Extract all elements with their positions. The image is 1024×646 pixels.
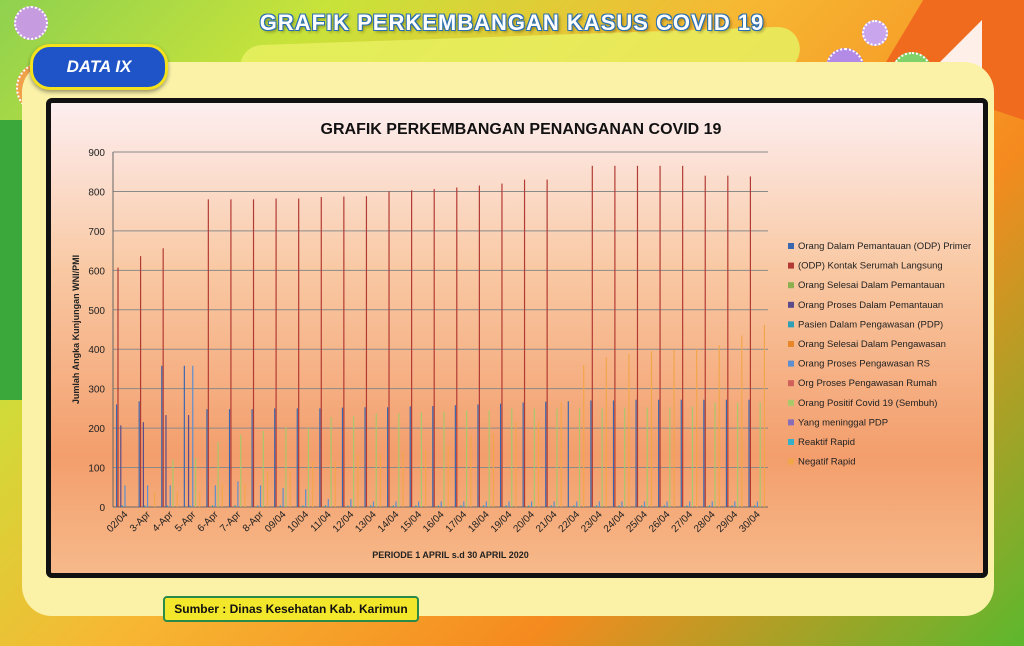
bar — [347, 505, 348, 507]
bar — [147, 485, 148, 507]
bar — [523, 402, 524, 507]
legend-swatch — [788, 321, 794, 327]
bar — [606, 357, 607, 507]
bar — [614, 166, 615, 507]
bar — [252, 409, 253, 507]
legend-label: Reaktif Rapid — [798, 437, 856, 448]
bar — [276, 199, 277, 507]
bar — [218, 442, 219, 507]
bar — [641, 505, 642, 507]
bar — [308, 428, 309, 507]
bar — [506, 505, 507, 507]
bar — [651, 351, 652, 507]
bar — [682, 166, 683, 507]
bar — [441, 501, 442, 507]
x-tick-label: 23/04 — [579, 509, 605, 535]
bar — [477, 404, 478, 507]
bar — [195, 458, 196, 507]
bar — [297, 408, 298, 507]
bar — [592, 166, 593, 507]
bar — [719, 345, 720, 507]
x-tick-label: 8-Apr — [240, 509, 266, 535]
y-tick-label: 400 — [88, 345, 105, 357]
x-tick-label: 30/04 — [737, 509, 763, 535]
bar — [466, 410, 467, 507]
chart-svg — [51, 103, 983, 573]
bar — [373, 501, 374, 507]
bar — [489, 410, 490, 507]
x-tick-label: 15/04 — [398, 509, 425, 535]
bar — [686, 505, 687, 507]
bar — [438, 505, 439, 507]
x-tick-label: 16/04 — [421, 509, 447, 535]
x-tick-label: 10/04 — [285, 509, 312, 535]
bar — [573, 505, 574, 507]
bar — [628, 354, 629, 507]
bar — [545, 402, 546, 507]
bar — [596, 505, 597, 507]
bar — [508, 501, 509, 507]
x-tick-label: 18/04 — [466, 509, 492, 535]
x-tick-label: 21/04 — [534, 509, 560, 535]
legend-label: Orang Positif Covid 19 (Sembuh) — [798, 397, 938, 409]
x-tick-label: 7-Apr — [218, 509, 244, 535]
bar — [411, 190, 412, 507]
bar — [154, 491, 155, 507]
bar — [637, 166, 638, 507]
bar — [568, 401, 569, 507]
bar — [658, 400, 659, 507]
bar — [448, 446, 449, 507]
bar — [285, 427, 286, 507]
legend-label: Orang Proses Dalam Pemantauan — [798, 299, 944, 311]
x-tick-label: 19/04 — [488, 509, 515, 535]
bar — [613, 401, 614, 508]
bar — [393, 505, 394, 507]
bar — [283, 488, 284, 507]
bar — [561, 402, 562, 507]
bar — [120, 425, 121, 507]
x-tick-label: 02/04 — [104, 509, 131, 535]
bar — [199, 491, 200, 507]
x-axis-label: PERIODE 1 APRIL s.d 30 APRIL 2020 — [372, 550, 529, 560]
bar — [122, 505, 123, 507]
bar — [750, 176, 751, 507]
x-tick-label: 26/04 — [647, 509, 673, 535]
legend-swatch — [788, 459, 794, 465]
bar — [669, 408, 670, 507]
bar — [366, 196, 367, 507]
data-badge: DATA IX — [30, 44, 168, 90]
bar — [319, 408, 320, 507]
bar — [579, 408, 580, 507]
bar — [760, 402, 761, 507]
x-tick-label: 4-Apr — [150, 509, 176, 535]
x-tick-label: 28/04 — [692, 509, 718, 535]
bar — [184, 366, 185, 507]
bar — [167, 505, 168, 507]
bar — [222, 483, 223, 507]
bar — [712, 501, 713, 507]
bar — [274, 408, 275, 507]
bar — [143, 422, 144, 507]
bar — [666, 501, 667, 507]
y-tick-label: 500 — [88, 305, 105, 317]
x-tick-label: 20/04 — [511, 509, 537, 535]
bar — [357, 455, 358, 507]
bar — [425, 450, 426, 507]
bar — [280, 505, 281, 507]
bar — [748, 400, 749, 507]
bar — [460, 505, 461, 507]
bar — [267, 472, 268, 508]
bar — [501, 184, 502, 507]
bar — [554, 501, 555, 507]
bar — [172, 460, 173, 507]
bar — [370, 505, 371, 507]
x-tick-label: 24/04 — [601, 509, 628, 535]
legend-swatch — [788, 263, 794, 269]
bar — [456, 188, 457, 508]
bar — [325, 505, 326, 507]
bar — [486, 501, 487, 507]
bar — [343, 197, 344, 507]
x-tick-label: 11/04 — [308, 509, 334, 535]
legend-label: (ODP) Kontak Serumah Langsung — [798, 260, 943, 272]
bar — [388, 191, 389, 507]
bar — [380, 454, 381, 507]
bar — [208, 199, 209, 507]
legend-label: Org Proses Pengawasan Rumah — [798, 378, 937, 390]
bar — [534, 408, 535, 507]
legend-label: Yang meninggal PDP — [798, 417, 889, 429]
bar — [302, 505, 303, 507]
legend-label: Orang Proses Pengawasan RS — [798, 358, 931, 370]
x-tick-label: 6-Apr — [195, 509, 221, 535]
legend-swatch — [788, 282, 794, 288]
bar — [432, 406, 433, 507]
bar — [583, 365, 584, 507]
x-tick-label: 27/04 — [669, 509, 696, 535]
bar — [635, 400, 636, 507]
bar — [321, 197, 322, 507]
bar — [421, 412, 422, 507]
bar — [342, 408, 343, 507]
legend-swatch — [788, 419, 794, 425]
bar — [644, 501, 645, 507]
y-tick-label: 600 — [88, 266, 105, 278]
bar — [177, 491, 178, 507]
bar — [624, 408, 625, 507]
bar — [696, 349, 697, 507]
legend-label: Pasien Dalam Pengawasan (PDP) — [798, 319, 944, 331]
bar — [731, 505, 732, 507]
y-tick-label: 300 — [88, 384, 105, 396]
bar — [229, 409, 230, 507]
bar — [230, 199, 231, 507]
bar — [298, 199, 299, 507]
source-note: Sumber : Dinas Kesehatan Kab. Karimun — [163, 596, 419, 622]
bar — [524, 180, 525, 507]
bar — [364, 407, 365, 507]
bar — [619, 505, 620, 507]
legend-swatch — [788, 302, 794, 308]
bar — [455, 405, 456, 507]
bar — [244, 483, 245, 507]
page-title: GRAFIK PERKEMBANGAN KASUS COVID 19 — [259, 10, 765, 35]
bar — [531, 501, 532, 507]
bar — [538, 421, 539, 507]
bar — [754, 505, 755, 507]
bar — [737, 402, 738, 507]
legend-swatch — [788, 400, 794, 406]
bar — [260, 485, 261, 507]
bar — [659, 166, 660, 507]
bar — [395, 501, 396, 507]
bar — [212, 505, 213, 507]
legend-swatch — [788, 380, 794, 386]
legend-swatch — [788, 341, 794, 347]
bar — [140, 256, 141, 507]
bar — [434, 189, 435, 507]
bar — [551, 505, 552, 507]
bar — [116, 404, 117, 507]
bar — [189, 505, 190, 507]
bar — [602, 408, 603, 507]
bar — [312, 462, 313, 507]
bar — [418, 501, 419, 507]
bar — [493, 433, 494, 507]
x-tick-label: 5-Apr — [173, 509, 199, 535]
bar — [590, 401, 591, 508]
x-tick-label: 09/04 — [263, 509, 289, 535]
bar — [556, 408, 557, 507]
bar — [188, 415, 189, 507]
x-tick-label: 12/04 — [330, 509, 357, 535]
bar — [764, 325, 765, 507]
bar — [124, 485, 125, 507]
bar — [139, 401, 140, 507]
y-tick-label: 100 — [88, 463, 105, 475]
bar — [235, 505, 236, 507]
bar — [161, 366, 162, 507]
y-axis-label: Jumlah Angka Kunjungan WNI/PMI — [71, 254, 81, 405]
bar — [328, 499, 329, 507]
bar — [647, 408, 648, 507]
x-tick-label: 13/04 — [353, 509, 379, 535]
bar — [253, 199, 254, 507]
bar — [470, 435, 471, 507]
bar — [599, 501, 600, 507]
bar — [709, 505, 710, 507]
legend-label: Orang Dalam Pemantauan (ODP) Primer — [798, 241, 972, 252]
legend-swatch — [788, 439, 794, 445]
bar — [511, 408, 512, 507]
bar — [692, 406, 693, 507]
bar — [215, 485, 216, 507]
bar — [144, 505, 145, 507]
legend-swatch — [788, 361, 794, 367]
legend-label: Orang Selesai Dalam Pemantauan — [798, 280, 945, 292]
bar — [703, 400, 704, 507]
bar — [192, 366, 193, 507]
bar — [402, 452, 403, 507]
bar — [410, 406, 411, 507]
x-tick-label: 14/04 — [375, 509, 402, 535]
bar — [727, 176, 728, 507]
bar — [398, 413, 399, 507]
bar — [734, 501, 735, 507]
chart-title: GRAFIK PERKEMBANGAN PENANGANAN COVID 19 — [320, 121, 722, 138]
y-tick-label: 700 — [88, 226, 105, 238]
x-tick-label: 17/04 — [443, 509, 470, 535]
bar — [290, 470, 291, 507]
bar — [500, 404, 501, 507]
bar — [681, 400, 682, 507]
bar — [547, 180, 548, 507]
y-tick-label: 800 — [88, 187, 105, 199]
y-tick-label: 200 — [88, 424, 105, 436]
y-tick-label: 0 — [99, 503, 105, 514]
bar — [463, 501, 464, 507]
bar — [714, 402, 715, 507]
bar — [206, 409, 207, 507]
bar — [741, 335, 742, 507]
bar — [170, 485, 171, 507]
bar — [335, 462, 336, 507]
bar — [350, 499, 351, 507]
bar — [257, 505, 258, 507]
bar — [165, 415, 166, 507]
bar — [353, 416, 354, 507]
chart-frame — [46, 98, 988, 578]
bar — [528, 505, 529, 507]
bar — [726, 400, 727, 507]
bar — [387, 407, 388, 507]
bar — [576, 501, 577, 507]
x-tick-label: 29/04 — [714, 509, 741, 535]
bar — [163, 248, 164, 507]
x-tick-label: 3-Apr — [127, 509, 154, 535]
bar — [263, 431, 264, 507]
bar — [664, 505, 665, 507]
bar — [117, 268, 118, 507]
bar — [621, 501, 622, 507]
bar — [305, 489, 306, 507]
x-tick-label: 22/04 — [556, 509, 583, 535]
bar — [443, 412, 444, 507]
bar — [483, 505, 484, 507]
bar — [705, 176, 706, 507]
bar — [240, 435, 241, 507]
bar — [689, 501, 690, 507]
legend-label: Negatif Rapid — [798, 456, 856, 468]
legend-label: Orang Selesai Dalam Pengawasan — [798, 339, 946, 350]
bar — [479, 186, 480, 507]
bar — [757, 501, 758, 507]
bar — [376, 414, 377, 507]
bar — [415, 505, 416, 507]
y-tick-label: 900 — [88, 148, 105, 159]
bar — [673, 350, 674, 507]
legend-swatch — [788, 243, 794, 249]
bar — [237, 481, 238, 507]
bar — [330, 417, 331, 507]
x-tick-label: 25/04 — [624, 509, 650, 535]
bar — [515, 422, 516, 507]
